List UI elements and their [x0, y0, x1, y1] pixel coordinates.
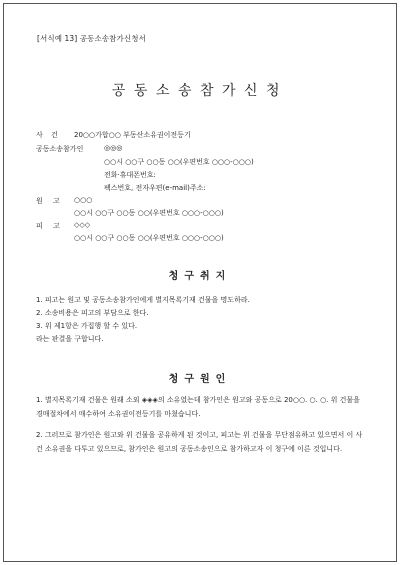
- claim-cause-paragraph-1: 1. 별지목록기재 건물은 원래 소외 ◈◈◈의 소유였는데 참가인은 원고와 공동으로 20○○. ○. ○. 위 건물을 경매절차에서 매수하여 소유권이전등기를 마쳤습니다.: [36, 396, 360, 418]
- defendant-name: ◇◇◇: [74, 221, 91, 229]
- claim-purpose-item-1: 1. 피고는 원고 및 공동소송참가인에게 별지목록기재 건물을 명도하라.: [36, 296, 250, 304]
- plaintiff-address: ○○시 ○○구 ○○동 ○○(우편번호 ○○○-○○○): [74, 209, 224, 217]
- defendant-label: 피 고: [36, 222, 64, 230]
- claim-purpose-closing: 라는 판결을 구합니다.: [36, 335, 104, 343]
- intervenor-address: ○○시 ○○구 ○○동 ○○(우편번호 ○○○-○○○): [104, 158, 254, 166]
- claim-cause-title: 청구원인: [168, 374, 232, 385]
- plaintiff-label: 원 고: [36, 197, 64, 205]
- form-label: [서식예 13] 공동소송참가신청서: [37, 34, 146, 43]
- claim-purpose-title: 청구취지: [168, 271, 232, 282]
- intervenor-fax-email: 팩스번호, 전자우편(e-mail)주소:: [104, 184, 206, 192]
- case-value: 20○○가합○○ 부동산소유권이전등기: [74, 131, 191, 139]
- claim-purpose-item-3: 3. 위 제1항은 가집행 할 수 있다.: [36, 322, 138, 330]
- defendant-address: ○○시 ○○구 ○○동 ○○(우편번호 ○○○-○○○): [74, 234, 224, 242]
- intervenor-phone: 전화·휴대폰번호:: [104, 171, 156, 179]
- claim-purpose-item-2: 2. 소송비용은 피고의 부담으로 한다.: [36, 309, 149, 317]
- intervenor-name: ◎◎◎: [104, 144, 123, 152]
- intervenor-label: 공동소송참가인: [36, 145, 84, 153]
- case-label: 사 건: [36, 131, 61, 139]
- claim-cause-paragraph-2: 2. 그러므로 참가인은 원고와 위 건물을 공유하게 된 것이고, 피고는 위 건물을 무단점유하고 있으면서 이 사건 소유권을 다투고 있으므로, 참가인은 원고의 공동소송인으로 참가하고자 이 청구에 이른 것입니다.: [36, 431, 363, 453]
- plaintiff-name: ○○○: [74, 196, 93, 204]
- document-title: 공동소송참가신청: [111, 83, 289, 99]
